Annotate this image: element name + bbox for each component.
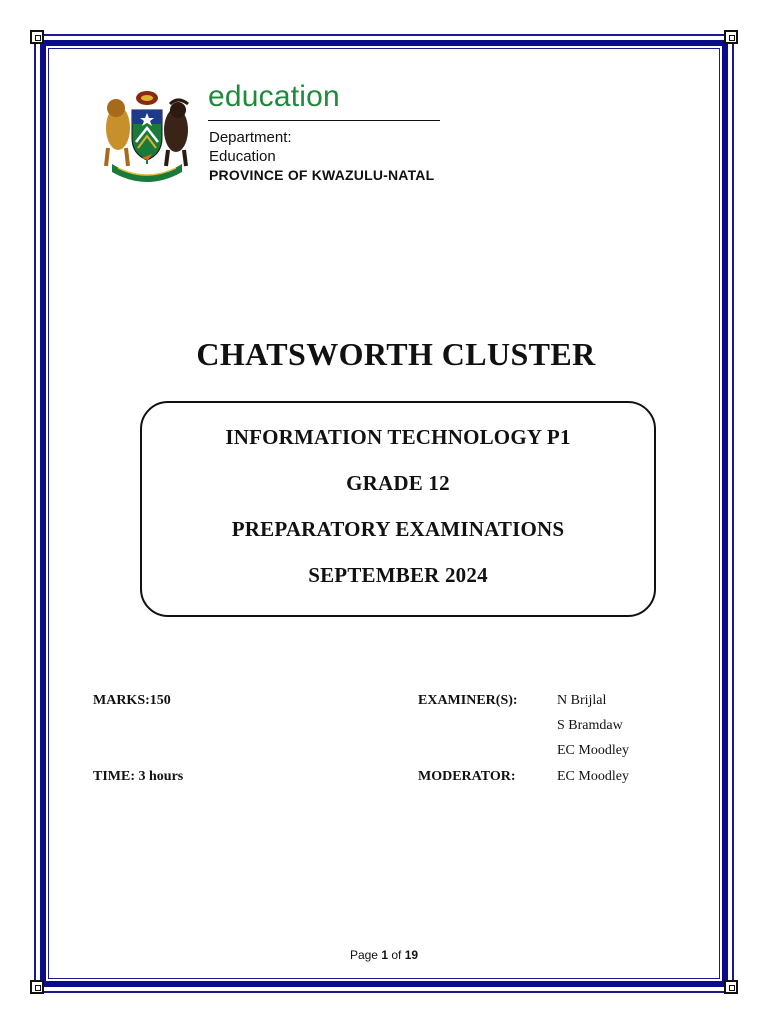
brand-wordmark: education <box>208 80 340 113</box>
time-label: TIME: 3 hours <box>93 769 184 784</box>
of-word: of <box>391 948 402 962</box>
moderator-name: EC Moodley <box>557 769 629 784</box>
examiner-name: EC Moodley <box>557 743 629 758</box>
moderator-label: MODERATOR: <box>418 769 516 784</box>
department-label: Department: <box>209 129 292 146</box>
department-name: Education <box>209 148 276 165</box>
examiner-name: S Bramdaw <box>557 718 623 733</box>
marks-label: MARKS:150 <box>93 693 171 708</box>
exam-grade: GRADE 12 <box>346 471 450 495</box>
current-page: 1 <box>381 948 388 962</box>
page-word: Page <box>349 948 378 962</box>
exam-date: SEPTEMBER 2024 <box>308 563 488 587</box>
examiners-label: EXAMINER(S): <box>418 693 518 708</box>
exam-type: PREPARATORY EXAMINATIONS <box>231 517 565 541</box>
exam-subject: INFORMATION TECHNOLOGY P1 <box>225 425 571 449</box>
corner-ornament <box>30 980 44 994</box>
page-title: CHATSWORTH CLUSTER <box>196 336 596 372</box>
examiner-name: N Brijlal <box>557 693 607 708</box>
brand-divider <box>208 120 440 121</box>
page-number <box>0 948 768 962</box>
province-name: PROVINCE OF KWAZULU-NATAL <box>209 167 435 183</box>
corner-ornament <box>724 30 738 44</box>
exam-info-box <box>140 401 656 617</box>
coat-of-arms-icon <box>98 88 196 184</box>
corner-ornament <box>724 980 738 994</box>
total-pages: 19 <box>404 948 419 962</box>
corner-ornament <box>30 30 44 44</box>
